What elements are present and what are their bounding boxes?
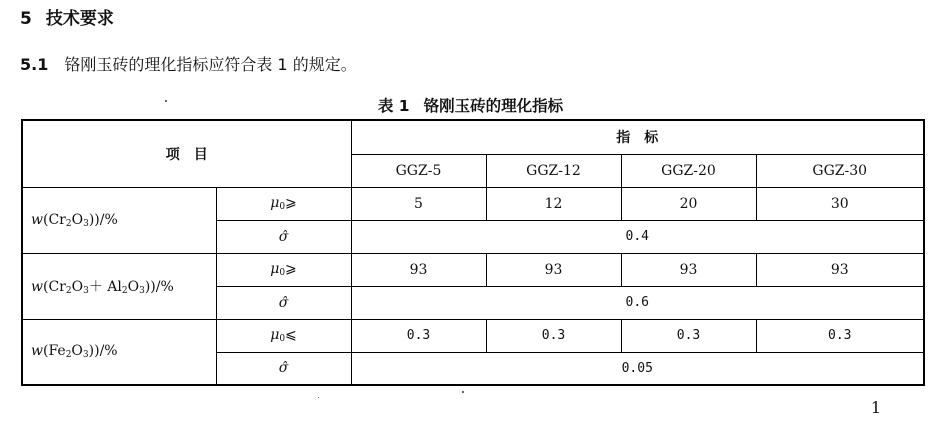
value-cell: 93 — [351, 253, 486, 286]
property-suffix: )/% — [150, 279, 174, 295]
sigma-value: 0.05 — [351, 352, 924, 385]
table-row — [22, 187, 924, 220]
section-number: 5 — [20, 9, 32, 29]
value-cell: 30 — [756, 187, 924, 220]
header-item: 项 目 — [22, 120, 351, 187]
clause-text: 铬刚玉砖的理化指标应符合表 1 的规定。 — [64, 55, 357, 74]
sigma-label: σ̂ — [216, 352, 351, 385]
grade-ggz-30: GGZ-30 — [756, 154, 924, 187]
grade-ggz-20: GGZ-20 — [621, 154, 756, 187]
mu-label — [216, 253, 351, 286]
mu-symbol: μ — [270, 261, 280, 277]
value-cell: 12 — [486, 187, 621, 220]
clause-5-1 — [20, 52, 357, 75]
clause-number: 5.1 — [20, 55, 49, 74]
page-number: 1 — [870, 398, 881, 417]
scan-speck — [462, 391, 464, 393]
table-caption — [0, 94, 941, 116]
grade-ggz-5: GGZ-5 — [351, 154, 486, 187]
value-cell: 93 — [621, 253, 756, 286]
sigma-label: σ̂ — [216, 220, 351, 253]
value-cell: 0.3 — [756, 319, 924, 352]
table-caption-title: 铬刚玉砖的理化指标 — [423, 97, 564, 115]
table-row — [22, 319, 924, 352]
value-cell: 0.3 — [486, 319, 621, 352]
property-cr2o3-al2o3: $w(Cr_2O_3+ Al_2O_3))/\%$ — [22, 253, 216, 319]
property-suffix: )/% — [94, 343, 118, 360]
mu-label — [216, 319, 351, 352]
property-fe2o3: $w(Fe_2O_3))/\%$ — [22, 319, 216, 385]
mu-symbol: μ — [270, 195, 280, 211]
scan-speck — [318, 397, 319, 398]
value-cell: 93 — [756, 253, 924, 286]
table-caption-number: 表 1 — [377, 97, 410, 115]
table-header-row — [22, 120, 924, 154]
mu-subscript: 0 — [279, 268, 286, 278]
property-suffix: )/% — [94, 211, 118, 228]
mu-label — [216, 187, 351, 220]
section-heading — [20, 4, 114, 29]
sigma-label: σ̂ — [216, 286, 351, 319]
grade-ggz-12: GGZ-12 — [486, 154, 621, 187]
value-cell: 20 — [621, 187, 756, 220]
value-cell: 93 — [486, 253, 621, 286]
mu-operator: ⩾ — [285, 261, 297, 277]
mu-subscript: 0 — [279, 202, 286, 212]
property-cr2o3: $w(Cr_2O_3))/\%$ — [22, 187, 216, 253]
table-row — [22, 253, 924, 286]
sigma-value: 0.4 — [351, 220, 924, 253]
value-cell: 0.3 — [351, 319, 486, 352]
header-index: 指 标 — [351, 120, 924, 154]
mu-subscript: 0 — [279, 334, 286, 344]
sigma-value: 0.6 — [351, 286, 924, 319]
value-cell: 5 — [351, 187, 486, 220]
mu-symbol: μ — [270, 327, 280, 343]
properties-table — [21, 119, 925, 386]
value-cell: 0.3 — [621, 319, 756, 352]
mu-operator: ⩽ — [285, 327, 297, 343]
mu-operator: ⩾ — [285, 195, 297, 211]
section-title: 技术要求 — [45, 9, 114, 29]
